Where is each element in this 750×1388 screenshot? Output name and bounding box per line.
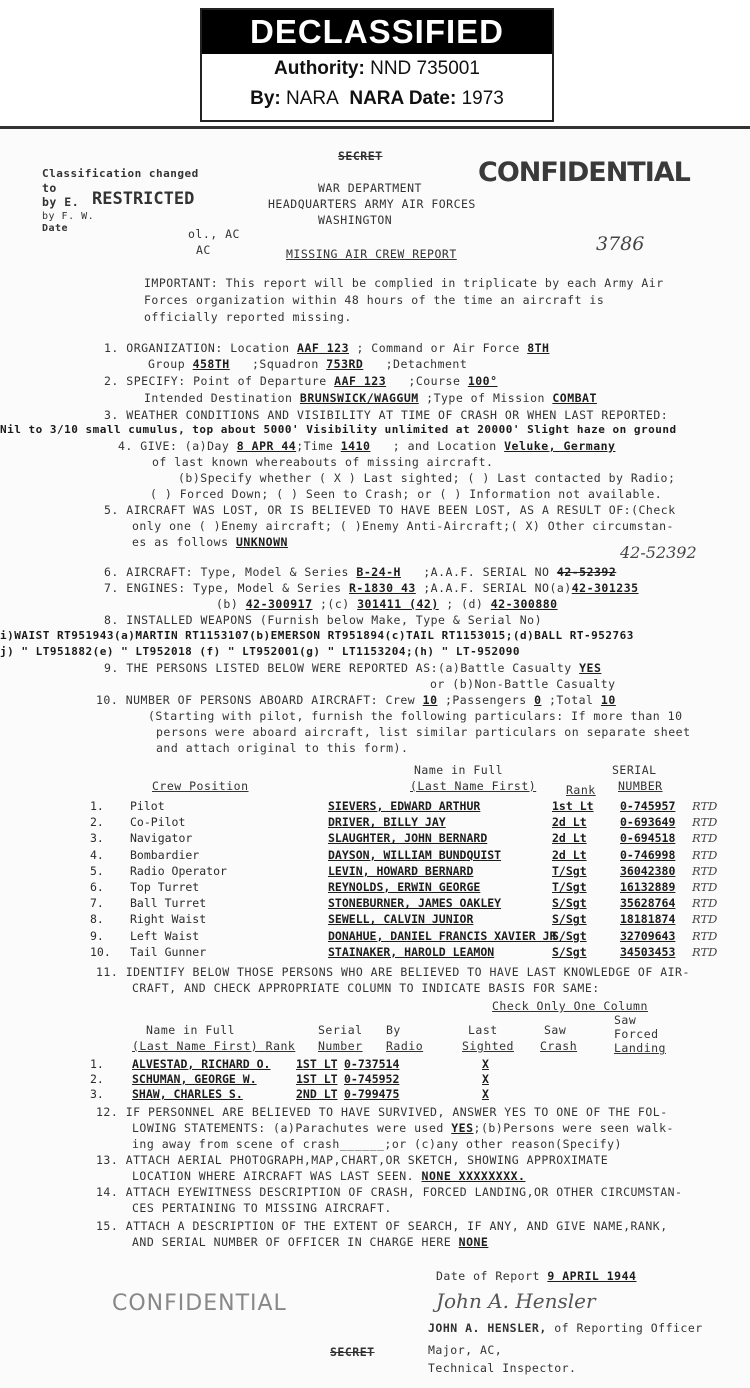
witness-serial: 0-799475 [344,1087,400,1101]
washington: WASHINGTON [318,213,393,227]
crew-serial: 0-746998 [620,847,676,862]
witness-header-name1: Name in Full [146,1023,236,1037]
item10-c: persons were aboard aircraft, list similar particulars on separate sheet [156,725,691,739]
crew-rank: S/Sgt [552,928,587,943]
item12-c: ing away from scene of crash______;or (c)any other reason(Specify) [132,1137,622,1151]
crew-header-position: Crew Position [152,779,249,793]
reporting-officer: JOHN A. HENSLER, of Reporting Officer [428,1321,703,1335]
witness-name: SCHUMAN, GEORGE W. [132,1072,257,1086]
classification-to: to [42,181,57,195]
crew-position: Navigator [130,831,193,846]
classification-ac: AC [196,243,211,257]
crew-index: 2. [90,815,104,830]
crew-index: 8. [90,912,104,927]
crew-serial: 34503453 [620,944,676,959]
handwritten-serial: 42-52392 [620,543,697,562]
crew-position: Tail Gunner [130,944,207,959]
crew-index: 10. [90,944,111,959]
item5-b: only one ( )Enemy aircraft; ( )Enemy Anti-Aircraft;( X) Other circumstan- [132,519,674,533]
secret-footer-stamp: SECRET [330,1345,375,1359]
item4-c: (b)Specify whether ( X ) Last sighted; ( ) Last contacted by Radio; [178,471,676,485]
crew-note: RTD [692,799,718,813]
witness-rank: 2ND LT [296,1087,338,1101]
crew-serial: 35628764 [620,896,676,911]
crew-serial: 0-745957 [620,799,676,813]
restricted-stamp: RESTRICTED [92,189,195,209]
crew-name: SEWELL, CALVIN JUNIOR [328,912,474,927]
crew-note: RTD [692,944,718,959]
witness-row [90,1087,740,1105]
crew-name: SIEVERS, EDWARD ARTHUR [328,799,481,813]
item11-b: CRAFT, AND CHECK APPROPRIATE COLUMN TO INDICATE BASIS FOR SAME: [132,981,600,995]
witness-last-sighted-mark: X [482,1087,489,1101]
crew-rank: T/Sgt [552,880,587,894]
report-document [0,126,750,1388]
crew-rank: S/Sgt [552,944,587,959]
item13: 13. ATTACH AERIAL PHOTOGRAPH,MAP,CHART,OR SKETCH, SHOWING APPROXIMATE [96,1153,609,1167]
witness-header-saw: Saw [544,1023,567,1037]
crew-serial: 0-694518 [620,831,676,846]
weather-value: Nil to 3/10 small cumulus, top about 5000' Visibility unlimited at 20000' Slight haze on ground [0,423,677,436]
witness-header-number: Number [318,1039,363,1053]
item9: 9. THE PERSONS LISTED BELOW WERE REPORTED AS:(a)Battle Casualty YES [104,661,602,675]
crew-index: 4. [90,847,104,862]
crew-rank: 1st Lt [552,799,594,813]
witness-header-by: By [386,1023,401,1037]
item12: 12. IF PERSONNEL ARE BELIEVED TO HAVE SURVIVED, ANSWER YES TO ONE OF THE FOL- [96,1105,668,1119]
crew-note: RTD [692,847,718,862]
crew-index: 6. [90,880,104,894]
weapons-line-1: i)WAIST RT951943(a)MARTIN RT1153107(b)EMERSON RT951894(c)TAIL RT1153015;(d)BALL RT-952763 [0,629,634,642]
crew-rank: 2d Lt [552,831,587,846]
crew-serial: 36042380 [620,863,676,878]
crew-serial: 32709643 [620,928,676,943]
witness-name: SHAW, CHARLES S. [132,1087,243,1101]
witness-header-serial: Serial [318,1023,363,1037]
item12-b: LOWING STATEMENTS: (a)Parachutes were used YES;(b)Persons were seen walk- [132,1121,674,1135]
crew-rank: 2d Lt [552,847,587,862]
officer-rank: Major, AC, [428,1343,503,1357]
item14: 14. ATTACH EYEWITNESS DESCRIPTION OF CRASH, FORCED LANDING,OR OTHER CIRCUMSTAN- [96,1185,683,1199]
hq-aaf: HEADQUARTERS ARMY AIR FORCES [268,197,476,211]
crew-index: 7. [90,896,104,911]
crew-position: Right Waist [130,912,207,927]
date-of-report: Date of Report 9 APRIL 1944 [436,1269,637,1283]
witness-header-landing: Landing [614,1041,666,1055]
item10-b: (Starting with pilot, furnish the following particulars: If more than 10 [148,709,683,723]
crew-note: RTD [692,863,718,878]
witness-header-sighted: Sighted [462,1039,514,1053]
crew-note: RTD [692,896,718,911]
crew-index: 5. [90,863,104,878]
crew-header-rank: Rank [566,783,596,797]
crew-position: Left Waist [130,928,200,943]
item5: 5. AIRCRAFT WAS LOST, OR IS BELIEVED TO HAVE BEEN LOST, AS A RESULT OF:(Check [104,503,676,517]
crew-note: RTD [692,880,718,894]
report-number: 3786 [596,233,645,255]
crew-serial: 18181874 [620,912,676,927]
war-department: WAR DEPARTMENT [318,181,422,195]
confidential-stamp: CONFIDENTIAL [478,157,690,188]
crew-index: 9. [90,928,104,943]
crew-name: LEVIN, HOWARD BERNARD [328,863,474,878]
report-title: MISSING AIR CREW REPORT [286,247,457,261]
witness-index: 3. [90,1087,104,1101]
witness-last-sighted-mark: X [482,1072,489,1086]
crew-position: Ball Turret [130,896,207,911]
witness-index: 1. [90,1057,104,1071]
item13-b: LOCATION WHERE AIRCRAFT WAS LAST SEEN. NONE XXXXXXXX. [132,1169,526,1183]
classification-changed: Classification changed [42,167,199,180]
item4: 4. GIVE: (a)Day 8 APR 44;Time 1410 ; and Location Veluke, Germany [118,439,616,453]
item4-b: of last known whereabouts of missing aircraft. [152,455,494,469]
crew-rank: S/Sgt [552,896,587,911]
crew-index: 1. [90,799,104,813]
crew-name: SLAUGHTER, JOHN BERNARD [328,831,488,846]
important-note: IMPORTANT: This report will be complied in triplicate by each Army Air Forces organization within 48 hours of the time an aircraft is officially reported missing. [144,276,664,324]
item5-c: es as follows UNKNOWN [132,535,288,549]
crew-note: RTD [692,912,718,927]
weapons-line-2: j) " LT951882(e) " LT952018 (f) " LT952001(g) " LT1153204;(h) " LT-952090 [0,645,520,658]
crew-note: RTD [692,815,718,830]
crew-header-serial: SERIAL [612,763,657,777]
classification-date: Date [42,223,69,234]
witness-name: ALVESTAD, RICHARD O. [132,1057,271,1071]
crew-name: DONAHUE, DANIEL FRANCIS XAVIER JR [328,928,557,943]
item9-b: or (b)Non-Battle Casualty [430,677,616,691]
item10: 10. NUMBER OF PERSONS ABOARD AIRCRAFT: Crew 10 ;Passengers 0 ;Total 10 [96,693,616,707]
item15: 15. ATTACH A DESCRIPTION OF THE EXTENT OF SEARCH, IF ANY, AND GIVE NAME,RANK, [96,1219,668,1233]
classification-col: ol., AC [188,227,240,241]
by-line: By: NARA NARA Date: 1973 [250,88,504,109]
crew-name: STAINAKER, HAROLD LEAMON [328,944,495,959]
crew-serial: 0-693649 [620,815,676,830]
item8: 8. INSTALLED WEAPONS (Furnish below Make, Type & Serial No) [104,613,542,627]
crew-position: Radio Operator [130,863,227,878]
item4-d: ( ) Forced Down; ( ) Seen to Crash; or ( ) Information not available. [150,487,663,501]
witness-last-sighted-mark: X [482,1057,489,1071]
witness-header-last: Last [468,1023,498,1037]
crew-note: RTD [692,831,718,846]
witness-header-crash: Crash [540,1039,578,1053]
crew-header-name2: (Last Name First) [410,779,537,793]
crew-header-number: NUMBER [618,779,663,793]
item3: 3. WEATHER CONDITIONS AND VISIBILITY AT TIME OF CRASH OR WHEN LAST REPORTED: [104,408,669,422]
item1-group: Group 458TH ;Squadron 753RD ;Detachment [148,357,468,371]
signature: John A. Hensler [436,1289,596,1313]
item2-dest: Intended Destination BRUNSWICK/WAGGUM ;Type of Mission COMBAT [144,391,597,405]
classification-by: by E. [42,195,80,209]
item11: 11. IDENTIFY BELOW THOSE PERSONS WHO ARE BELIEVED TO HAVE LAST KNOWLEDGE OF AIR- [96,965,690,979]
crew-row [90,945,740,963]
witness-header-radio: Radio [386,1039,424,1053]
witness-rank: 1ST LT [296,1057,338,1071]
item1-label: 1. ORGANIZATION: Location AAF 123 ; Command or Air Force 8TH [104,341,550,355]
crew-name: STONEBURNER, JAMES OAKLEY [328,896,502,911]
crew-name: REYNOLDS, ERWIN GEORGE [328,880,481,894]
witness-index: 2. [90,1072,104,1086]
witness-header-saw0: Saw [614,1013,637,1027]
check-one-column: Check Only One Column [492,999,648,1013]
crew-rank: 2d Lt [552,815,587,830]
authority-line: Authority: NND 735001 [274,58,480,79]
witness-header-forced: Forced [614,1027,659,1041]
crew-rank: S/Sgt [552,912,587,927]
item14-b: CES PERTAINING TO MISSING AIRCRAFT. [132,1201,392,1215]
item2: 2. SPECIFY: Point of Departure AAF 123 ;Course 100° [104,374,498,388]
classification-by-fw: by F. W. [42,211,95,222]
declassified-stamp [200,8,554,122]
crew-position: Top Turret [130,880,200,894]
witness-header-name2: (Last Name First) Rank [132,1039,296,1053]
item10-d: and attach original to this form). [156,741,409,755]
crew-rank: T/Sgt [552,863,587,878]
crew-position: Co-Pilot [130,815,186,830]
secret-stamp: SECRET [338,149,383,163]
item6: 6. AIRCRAFT: Type, Model & Series B-24-H ;A.A.F. SERIAL NO 42-52392 [104,565,617,579]
crew-serial: 16132889 [620,880,676,894]
confidential-footer-stamp: CONFIDENTIAL [112,1291,287,1316]
crew-name: DAYSON, WILLIAM BUNDQUIST [328,847,502,862]
crew-name: DRIVER, BILLY JAY [328,815,446,830]
item7: 7. ENGINES: Type, Model & Series R-1830 43 ;A.A.F. SERIAL NO(a)42-301235 [104,581,639,595]
witness-serial: 0-745952 [344,1072,400,1086]
item7-b: (b) 42-300917 ;(c) 301411 (42) ; (d) 42-300880 [216,597,558,611]
witness-serial: 0-737514 [344,1057,400,1071]
crew-header-name1: Name in Full [414,763,504,777]
crew-position: Pilot [130,799,165,813]
witness-rank: 1ST LT [296,1072,338,1086]
crew-note: RTD [692,928,718,943]
item15-b: AND SERIAL NUMBER OF OFFICER IN CHARGE HERE NONE [132,1235,489,1249]
crew-index: 3. [90,831,104,846]
crew-position: Bombardier [130,847,200,862]
declassified-title: DECLASSIFIED [202,10,552,54]
officer-title: Technical Inspector. [428,1361,577,1375]
